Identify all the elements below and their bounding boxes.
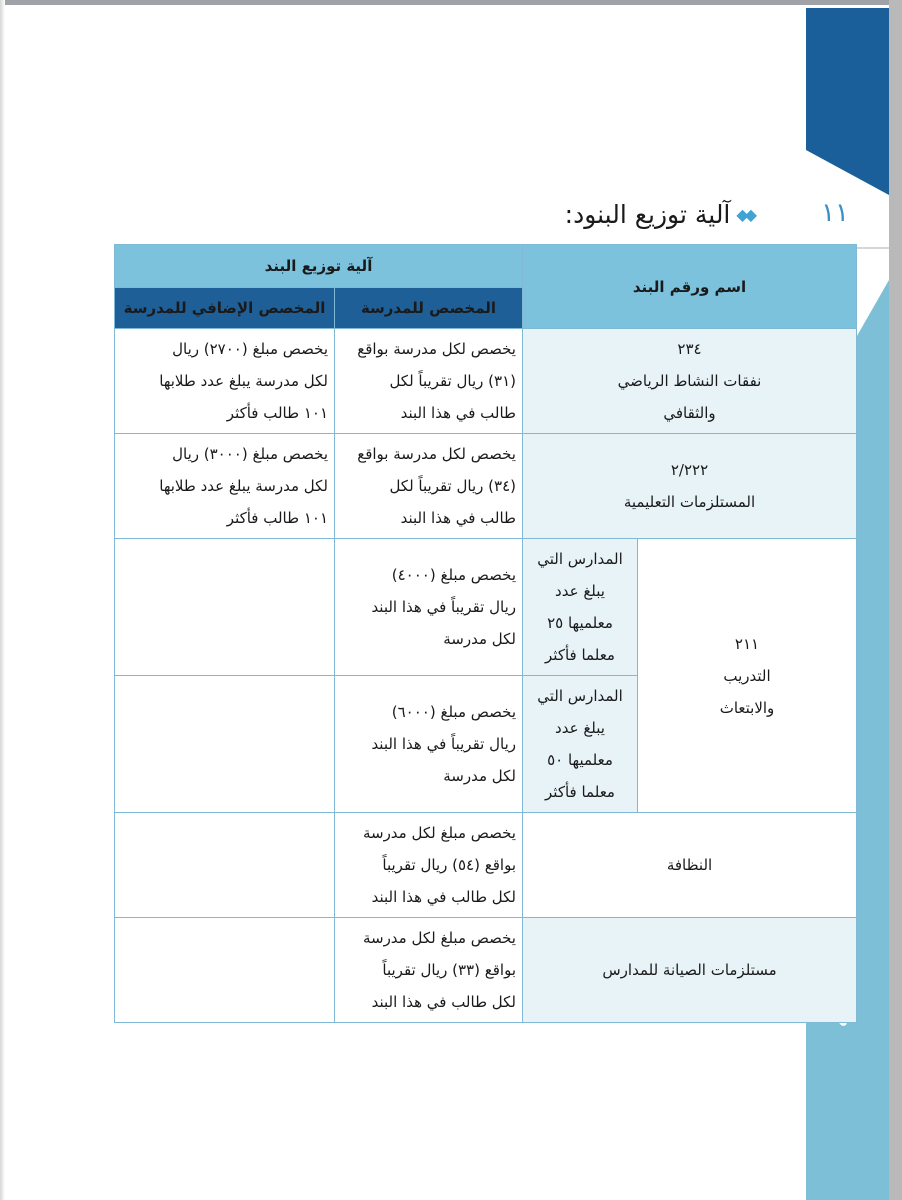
item-number: ٢/٢٢٢ bbox=[670, 461, 709, 479]
cell-line: لكل مدرسة يبلغ عدد طلابها bbox=[159, 477, 328, 495]
condition-cell bbox=[523, 676, 638, 813]
header-item-name: اسم ورقم البند bbox=[523, 245, 857, 329]
item-name-line: والثقافي bbox=[663, 404, 716, 422]
cell-line: يخصص مبلغ لكل مدرسة bbox=[362, 824, 516, 842]
item-name-line: المستلزمات التعليمية bbox=[623, 493, 756, 511]
header-additional-allocation: المخصص الإضافي للمدرسة bbox=[115, 288, 335, 329]
school-allocation-cell bbox=[335, 813, 523, 918]
table-row bbox=[115, 813, 857, 918]
cell-line: (٣١) ريال تقريباً لكل bbox=[389, 372, 516, 390]
item-number: ٢٣٤ bbox=[677, 340, 702, 358]
cell-line: المدارس التي bbox=[537, 550, 623, 568]
table-row bbox=[115, 434, 857, 539]
cell-line: يخصص مبلغ لكل مدرسة bbox=[362, 929, 516, 947]
cell-line: بواقع (٣٣) ريال تقريباً bbox=[382, 961, 516, 979]
item-number: ٢١١ bbox=[734, 634, 760, 653]
header-school-allocation: المخصص للمدرسة bbox=[335, 288, 523, 329]
cell-line: لكل طالب في هذا البند bbox=[371, 888, 516, 906]
school-allocation-cell bbox=[335, 676, 523, 813]
cell-line: ١٠١ طالب فأكثر bbox=[226, 404, 328, 422]
cell-line: لكل مدرسة يبلغ عدد طلابها bbox=[159, 372, 328, 390]
school-allocation-cell bbox=[335, 434, 523, 539]
item-name-line: التدريب bbox=[723, 666, 771, 685]
cell-line: معلميها ٢٥ bbox=[547, 614, 613, 632]
condition-cell bbox=[523, 539, 638, 676]
section-heading-text: آلية توزيع البنود: bbox=[564, 200, 731, 229]
header-row-1 bbox=[115, 245, 857, 288]
additional-allocation-cell bbox=[115, 676, 335, 813]
cell-line: بواقع (٥٤) ريال تقريباً bbox=[382, 856, 516, 874]
item-name-line: نفقات النشاط الرياضي bbox=[617, 372, 762, 390]
table-row bbox=[115, 539, 857, 676]
school-allocation-cell bbox=[335, 329, 523, 434]
cell-line: المدارس التي bbox=[537, 687, 623, 705]
cell-line: طالب في هذا البند bbox=[400, 404, 516, 422]
cell-line: يخصص مبلغ (٦٠٠٠) bbox=[391, 703, 516, 721]
item-name-line: مستلزمات الصيانة للمدارس bbox=[602, 961, 777, 979]
training-name-cell bbox=[638, 539, 857, 813]
school-allocation-cell bbox=[335, 539, 523, 676]
cell-line: يبلغ عدد bbox=[555, 719, 605, 737]
cell-line: معلما فأكثر bbox=[545, 783, 615, 801]
distribution-table bbox=[114, 244, 857, 1023]
cell-line: يخصص مبلغ (٤٠٠٠) bbox=[391, 566, 516, 584]
item-name-line: النظافة bbox=[666, 856, 713, 874]
additional-allocation-cell bbox=[115, 329, 335, 434]
cell-line: معلميها ٥٠ bbox=[547, 751, 613, 769]
item-name-cell bbox=[523, 434, 857, 539]
cell-line: ١٠١ طالب فأكثر bbox=[226, 509, 328, 527]
table-row bbox=[115, 329, 857, 434]
cell-line: يخصص لكل مدرسة بواقع bbox=[357, 340, 516, 358]
school-allocation-cell bbox=[335, 918, 523, 1023]
cell-line: لكل مدرسة bbox=[443, 767, 516, 785]
cell-line: لكل مدرسة bbox=[443, 630, 516, 648]
section-heading bbox=[565, 200, 753, 229]
header-distribution: آلية توزيع البند bbox=[115, 245, 523, 288]
additional-allocation-cell bbox=[115, 434, 335, 539]
item-name-cell bbox=[523, 918, 857, 1023]
cell-line: ريال تقريباً في هذا البند bbox=[371, 735, 516, 753]
table-row bbox=[115, 918, 857, 1023]
additional-allocation-cell bbox=[115, 918, 335, 1023]
double-diamond-icon: ◆◆ bbox=[736, 205, 753, 224]
cell-line: طالب في هذا البند bbox=[400, 509, 516, 527]
top-corner-tab bbox=[806, 8, 889, 195]
cell-line: ريال تقريباً في هذا البند bbox=[371, 598, 516, 616]
cell-line: يخصص لكل مدرسة بواقع bbox=[357, 445, 516, 463]
item-name-cell bbox=[523, 329, 857, 434]
cell-line: يبلغ عدد bbox=[555, 582, 605, 600]
additional-allocation-cell bbox=[115, 539, 335, 676]
cell-line: معلما فأكثر bbox=[545, 646, 615, 664]
cell-line: يخصص مبلغ (٣٠٠٠) ريال bbox=[172, 445, 328, 463]
page-number-11: ١١ bbox=[821, 198, 849, 228]
cell-line: يخصص مبلغ (٢٧٠٠) ريال bbox=[172, 340, 328, 358]
additional-allocation-cell bbox=[115, 813, 335, 918]
item-name-cell bbox=[523, 813, 857, 918]
cell-line: لكل طالب في هذا البند bbox=[371, 993, 516, 1011]
cell-line: (٣٤) ريال تقريباً لكل bbox=[389, 477, 516, 495]
item-name-line: والابتعاث bbox=[719, 698, 775, 717]
